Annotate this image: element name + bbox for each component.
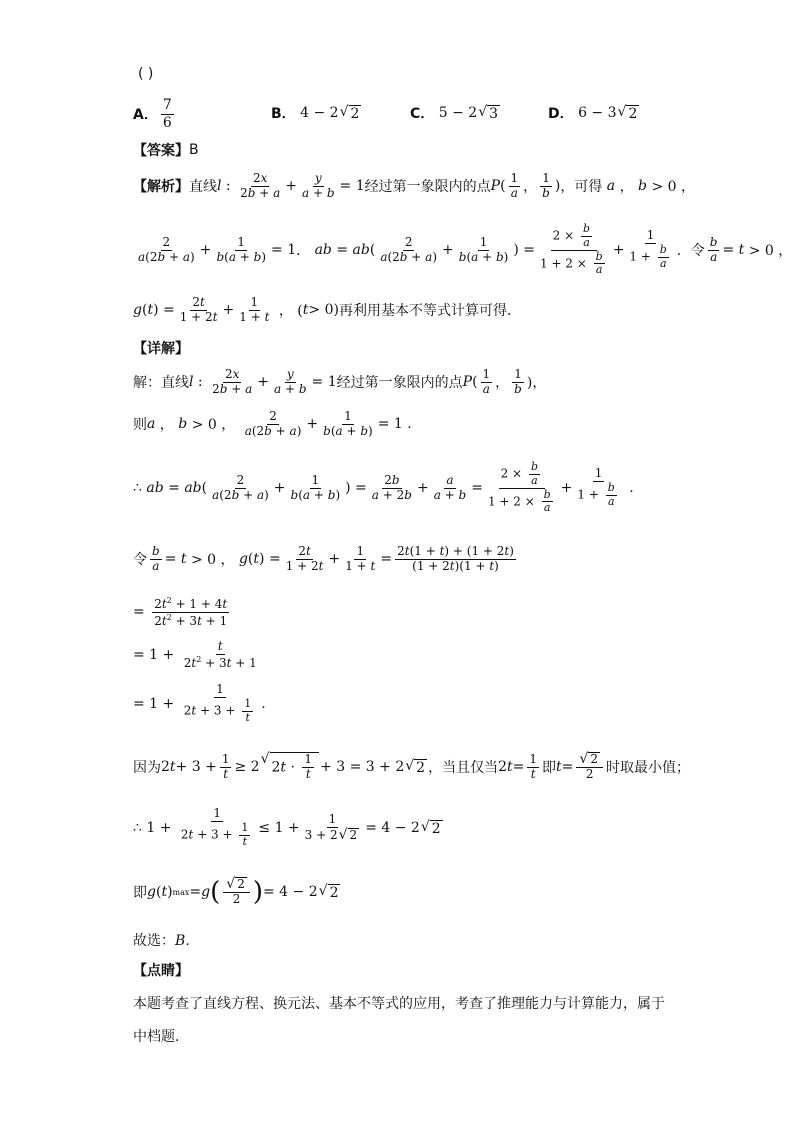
detail-line-8: 因为 2 t + 3 + $\frac{1}{t}$ ≥ 2 √ 2t · $\frac{1}{t}$ + 3 = 3 + 2 √ 2 ，当且仅当 2 t = $\frac{1}{t}$ 即 t = √ 2 2 时取最小值； (133, 751, 690, 781)
detail-line-6: = 1 + $\frac{t}{2t^2 + 3t + 1}$ (133, 638, 257, 670)
detail-line-2: 则 a ， b > 0 ， $\frac{2}{a(2b + a)}$ + $\frac{1}{b(a + b)}$ = 1 . (133, 408, 412, 438)
detail-line-5: = $\frac{2t^2 + 1 + 4t}{2t^2 + 3t + 1}$ (133, 595, 228, 628)
option-d: D． 6 − 3 √ 2 (548, 103, 638, 122)
detail-header: 【详解】 (133, 341, 189, 357)
analysis-line-1: 【解析】 直线 l : $\frac{2x}{2b + a}$ + $\frac{y}{a + b}$ = 1 经过第一象限内的点 P ( $\frac{1}{a}$ ， $\frac{1}{b}$ ) ，可得 a ， b > 0 ， (133, 170, 695, 200)
analysis-line-2: $\frac{2}{a(2b + a)}$ + $\frac{1}{b(a + b)}$ = 1 ． ab = ab( $\frac{2}{a(2b + a)}$ + $\frac{1}{b(a + b)}$ ) = 2 × $\frac{b}{a}$ 1 + 2 × $\frac{b}{a}$ + 1 1 + $\frac{b}{a}$ ．令 $\frac{b}{a}$ = t > 0 ， (138, 222, 793, 277)
comment-header: 【点睛】 (133, 963, 189, 979)
detail-line-9: ∴ 1 + 1 2t + 3 + $\frac{1}{t}$ ≤ 1 + 1 3 + 2 √ 2 = 4 − 2 √ 2 (133, 806, 441, 848)
option-c: C． 5 − 2 √ 3 (410, 103, 499, 122)
detail-line-7: = 1 + 1 2t + 3 + $\frac{1}{t}$ . (133, 682, 266, 724)
answer-line: 【答案】 B (133, 142, 199, 159)
detail-line-10: 即 g ( t ) max = g ( √ 2 2 ) = 4 − 2 √ 2 (133, 876, 339, 907)
detail-line-1: 解：直线 l : $\frac{2x}{2b + a}$ + $\frac{y}{a + b}$ = 1 经过第一象限内的点 P ( $\frac{1}{a}$ ， $\frac{1}{b}$ )， (133, 366, 547, 396)
detail-choose: 故选： B． (133, 933, 200, 949)
question-paren: ( ) (138, 66, 154, 82)
option-a: A． $\frac{7}{6}$ (133, 97, 172, 131)
detail-line-4: 令 $\frac{b}{a}$ = t > 0 ， g ( t ) = $\frac{2t}{1 + 2t}$ + $\frac{1}{1 + t}$ = $\frac{2t(1 + t) + (1 + 2t)}{(1 + 2t)(1 + t)}$ (133, 543, 514, 573)
analysis-line-3: g(t) = $\frac{2t}{1 + 2t}$ + $\frac{1}{1 + t}$ ， ( t > 0) 再利用基本不等式计算可得． (133, 294, 521, 324)
detail-line-3: ∴ ab = ab( $\frac{2}{a(2b + a)}$ + $\frac{1}{b(a + b)}$ ) = $\frac{2b}{a + 2b}$ + $\frac{a}{a + b}$ = 2 × $\frac{b}{a}$ 1 + 2 × $\frac{b}{a}$ + 1 1 + $\frac{b}{a}$ . (133, 460, 634, 515)
comment-text-2: 中档题． (133, 1029, 189, 1045)
comment-text-1: 本题考查了直线方程、换元法、基本不等式的应用，考查了推理能力与计算能力，属于 (133, 996, 665, 1012)
option-b: B． 4 − 2 √ 2 (271, 103, 360, 122)
